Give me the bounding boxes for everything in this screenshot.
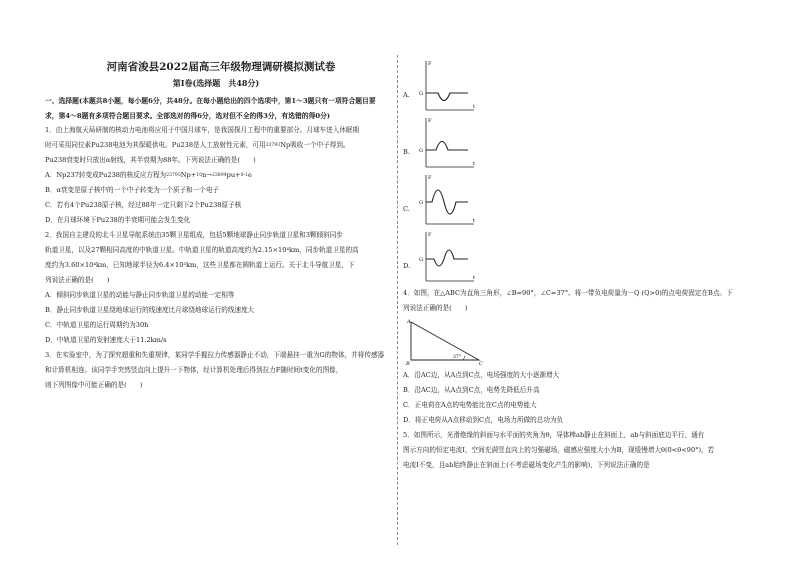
right-column <box>403 58 753 473</box>
q5-line2: 图示方向的恒定电流I，空间充满竖直向上的匀强磁场，磁感应强度大小为B，现缓慢增大θ(0<θ<90°)，若 <box>403 446 715 454</box>
graph-b-xlabel: t <box>473 161 476 167</box>
section-heading: 一、选择题(本题共8小题，每小题6分，共48分。在每小题给出的四个选项中，第1～3题只有一项符合题目要求，第4～8题有多项符合题目要求。全部选对的得6分，选对但不全的得3分，有选错的得0分) <box>45 97 376 120</box>
np-mass: 237 <box>265 143 275 148</box>
eq-z1: 93 <box>174 173 181 178</box>
eq-np: Np+ <box>180 171 197 179</box>
q3-line3: 则下列图像中可能正确的是( ) <box>45 381 143 389</box>
eq-n: n→ <box>202 171 212 179</box>
eq-m2: 1 <box>196 173 200 178</box>
graph-d-label: D. <box>403 262 411 270</box>
eq-m1: 237 <box>166 173 175 178</box>
q1-stem-text4: 射线，其半衰期为88年。下列说法正确的是( ) <box>110 156 256 164</box>
graph-c-label: C. <box>403 205 410 213</box>
paper-subtitle: 第Ⅰ卷(选择题 共48分) <box>172 78 260 88</box>
q4-option-a: A．沿AC边，从A点到C点，电场强度的大小逐渐增大 <box>403 371 560 379</box>
graph-c-xlabel: t <box>473 218 476 224</box>
vertex-a: A <box>407 319 411 325</box>
q2-option-c: C．中轨道卫星的运行周期约为30h <box>45 321 149 329</box>
triangle-figure <box>403 318 485 366</box>
graph-a-glabel: G <box>419 91 423 97</box>
q4-option-d: D．将正电荷从A点移动到C点，电场力所做的总功为负 <box>403 416 564 424</box>
q4-option-c: C．正电荷在A点的电势能比在C点的电势能大 <box>403 401 537 409</box>
eq-m3: 238 <box>211 173 221 178</box>
q1-a-text: A．Np237转变成Pu238的核反应方程为 <box>45 171 167 179</box>
q3-line1: 3．在实验室中，为了探究超重和失重规律，某同学手握拉力传感器静止不动，下端悬挂一重为G的物体，并将传感器 <box>45 351 385 359</box>
angle-label: 37° <box>453 355 461 360</box>
graph-b-glabel: G <box>419 148 423 154</box>
q1-option-b: B．α衰变是原子核中的一个中子转变为一个质子和一个电子 <box>45 186 220 194</box>
vertex-b: B <box>406 361 410 366</box>
eq-z4: -1 <box>243 173 249 178</box>
q5-line3: 电流I不变，且ab始终静止在斜面上(不考虑磁场变化产生的影响)，下列说法正确的是 <box>403 461 650 469</box>
q1-stem-line2 <box>45 138 387 153</box>
q1-stem-text: 时可采用同位素Pu238电池为其保暖供电。Pu238是人工放射性元素，可用 <box>45 141 266 149</box>
graph-d-glabel: G <box>419 257 423 263</box>
q4-line2: 列说法正确的是( ) <box>403 304 468 312</box>
np-z: 93 <box>274 143 281 148</box>
q5-line1: 5．如图所示，光滑绝缘的斜面与水平面的夹角为θ，导体棒ab静止在斜面上，ab与斜面底边平行，通有 <box>403 431 705 439</box>
np-symbol: Np <box>280 141 291 149</box>
graph-a-ylabel: F <box>428 61 432 67</box>
graph-c-glabel: G <box>419 200 423 206</box>
eq-m4: 0 <box>240 173 244 178</box>
graph-b-ylabel: F <box>428 118 432 124</box>
graph-b-plot <box>418 115 478 170</box>
graph-d-xlabel: t <box>473 275 476 281</box>
graph-b-label: B. <box>403 148 410 156</box>
graph-option-c <box>403 172 753 229</box>
eq-pu: pu+ <box>226 171 241 179</box>
left-column <box>45 58 387 393</box>
graph-d-plot <box>418 229 478 284</box>
q2-option-a: A．倾斜同步轨道卫星的动能与静止同步轨道卫星的动能一定相等 <box>45 291 235 299</box>
q1-option-a <box>45 168 387 183</box>
q3-line2: 和计算机相连。该同学手突然竖直向上提升一下物体，经计算机处理后得到拉力F随时间t变化的图像， <box>45 366 343 374</box>
graph-c-ylabel: F <box>428 175 432 181</box>
graph-option-a <box>403 58 753 115</box>
np-nuclide <box>266 141 291 149</box>
q1-option-d: D．在月球环境下Pu238的半衰期可能会发生变化 <box>45 216 191 224</box>
eq-e: e <box>248 171 252 179</box>
q4-option-b: B．沿AC边，从A点到C点，电势先降低后升高 <box>403 386 540 394</box>
q1-stem-line3 <box>45 153 387 168</box>
eq-z2: 0 <box>199 173 203 178</box>
graph-d-ylabel: F <box>428 232 432 238</box>
graph-a-xlabel: t <box>473 104 476 110</box>
q1-stem-line1: 1．由上海航天局研制的核动力电池将应用于中国月球车，是我国探月工程中的重要部分。月球车进入休眠期 <box>45 126 360 134</box>
graph-option-d <box>403 229 753 286</box>
eq-z3: 94 <box>220 173 227 178</box>
graph-option-b <box>403 115 753 172</box>
alpha-symbol: α <box>105 156 111 164</box>
q2-line2: 轨道卫星，以及27颗相同高度的中轨道卫星。中轨道卫星的轨道高度约为2.15×10⁴km，同步轨道卫星的高 <box>45 246 359 254</box>
vertex-c: C <box>479 361 483 366</box>
column-divider <box>397 55 398 545</box>
q2-option-b: B．静止同步轨道卫星绕地球运行的线速度比月球绕地球运行的线速度大 <box>45 306 255 314</box>
q1-stem-text3: Pu238衰变时只放出 <box>45 156 106 164</box>
paper-title: 河南省浚县2022届高三年级物理调研模拟测试卷 <box>106 61 336 73</box>
q1-stem-text2: 吸收一个中子得到。 <box>290 141 350 149</box>
q2-line3: 度约为3.60×10⁴km，已知地球半径为6.4×10³km，这些卫星都在圆轨道上运行。关于北斗导航卫星，下 <box>45 261 355 269</box>
graph-a-plot <box>418 58 478 113</box>
q2-option-d: D．中轨道卫星的发射速度大于11.2km/s <box>45 336 167 344</box>
graph-c-plot <box>418 172 478 227</box>
q2-line1: 2．我国自主建设的北斗卫星导航系统由35颗卫星组成，包括5颗地球静止同步轨道卫星和3颗倾斜同步 <box>45 231 343 239</box>
graph-a-label: A. <box>403 91 410 99</box>
q4-line1: 4．如图，在△ABC为直角三角形，∠B=90°，∠C=37°。将一带负电荷量为－Q (Q>0)的点电荷固定在B点。下 <box>403 289 733 297</box>
q2-line4: 列说法正确的是( ) <box>45 276 110 284</box>
q1-option-c: C．若有4个Pu238原子核，经过88年一定只剩下2个Pu238原子核 <box>45 201 242 209</box>
